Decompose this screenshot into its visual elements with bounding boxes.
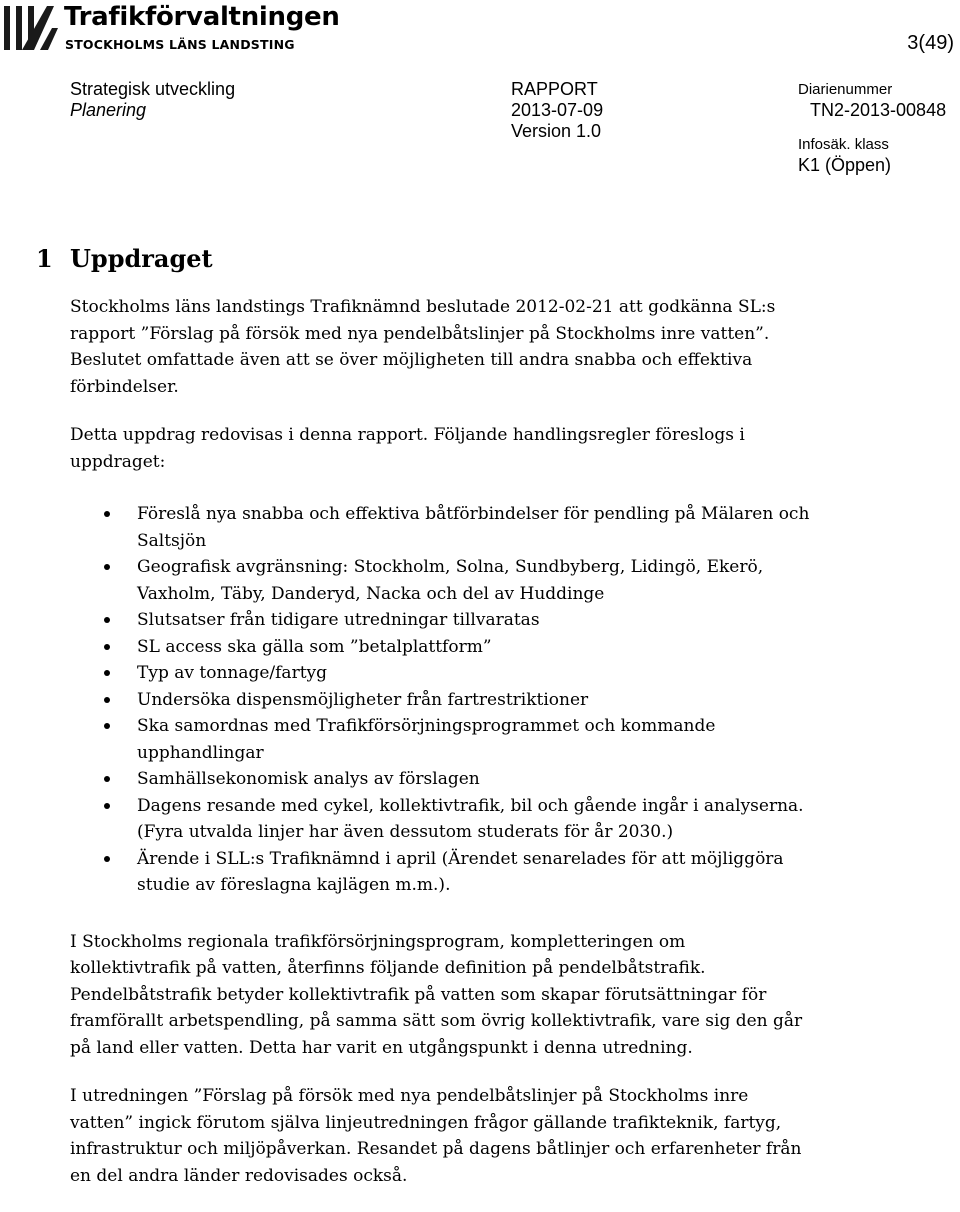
list-item: Typ av tonnage/fartyg [70, 660, 810, 687]
body-content [70, 294, 810, 1211]
list-item: Samhällsekonomisk analys av förslagen [70, 766, 810, 793]
list-item: Föreslå nya snabba och effektiva båtförbindelser för pendling på Mälaren och Saltsjön [70, 501, 810, 554]
brand-title: Trafikförvaltningen [64, 2, 340, 32]
list-item: Ska samordnas med Trafikförsörjningsprogrammet och kommande upphandlingar [70, 713, 810, 766]
list-item: SL access ska gälla som ”betalplattform” [70, 634, 810, 661]
registry-number: TN2-2013-00848 [810, 100, 947, 120]
document-type: RAPPORT [511, 79, 598, 99]
header-department-block [70, 79, 235, 121]
classification-value: K1 (Öppen) [798, 155, 892, 175]
sll-logo-icon [2, 4, 60, 52]
document-version: Version 1.0 [511, 121, 602, 141]
section-heading [36, 244, 213, 273]
section-title: Uppdraget [70, 244, 213, 273]
list-item: Slutsatser från tidigare utredningar tillvaratas [70, 607, 810, 634]
list-item: Ärende i SLL:s Trafiknämnd i april (Ärendet senarelades för att möjliggöra studie av föreslagna kajlägen m.m.). [70, 846, 810, 899]
department: Strategisk utveckling [70, 79, 236, 99]
requirement-list [70, 501, 810, 899]
list-item: Undersöka dispensmöjligheter från fartrestriktioner [70, 687, 810, 714]
paragraph: I utredningen ”Förslag på försök med nya pendelbåtslinjer på Stockholms inre vatten” ingick förutom själva linjeutredningen frågor gällande trafikteknik, fartyg, infrastruktur och miljöpåverkan. Resandet på dagens båtlinjer och erfarenheter från en del andra länder redovisades också. [70, 1086, 802, 1186]
header-registry-block [798, 79, 946, 176]
document-date: 2013-07-09 [511, 100, 604, 120]
unit: Planering [70, 100, 147, 120]
brand-logo [2, 2, 340, 54]
brand-subtitle: STOCKHOLMS LÄNS LANDSTING [65, 37, 295, 52]
paragraph: I Stockholms regionala trafikförsörjningsprogram, kompletteringen om kollektivtrafik på vatten, återfinns följande definition på pendelbåtstrafik. Pendelbåtstrafik betyder kollektivtrafik på vatten som skapar förutsättningar för framförallt arbetspendling, på samma sätt som övrig kollektivtrafik, vare sig den går på land eller vatten. Detta har varit en utgångspunkt i denna utredning. [70, 931, 803, 1058]
list-item: Geografisk avgränsning: Stockholm, Solna, Sundbyberg, Lidingö, Ekerö, Vaxholm, Täby, Danderyd, Nacka och del av Huddinge [70, 554, 810, 607]
page-number: 3(49) [907, 32, 954, 54]
paragraph: Detta uppdrag redovisas i denna rapport. Följande handlingsregler föreslogs i uppdraget: [70, 425, 745, 472]
registry-label: Diarienummer [798, 81, 893, 98]
classification-label: Infosäk. klass [798, 136, 889, 153]
header-document-block [511, 79, 603, 142]
section-number: 1 [36, 244, 53, 273]
paragraph: Stockholms läns landstings Trafiknämnd beslutade 2012-02-21 att godkänna SL:s rapport ”Förslag på försök med nya pendelbåtslinjer på Stockholms inre vatten”. Beslutet omfattade även att se över möjligheten till andra snabba och effektiva förbindelser. [70, 297, 776, 397]
list-item: Dagens resande med cykel, kollektivtrafik, bil och gående ingår i analyserna. (Fyra utvalda linjer har även dessutom studerats för år 2030.) [70, 793, 810, 846]
